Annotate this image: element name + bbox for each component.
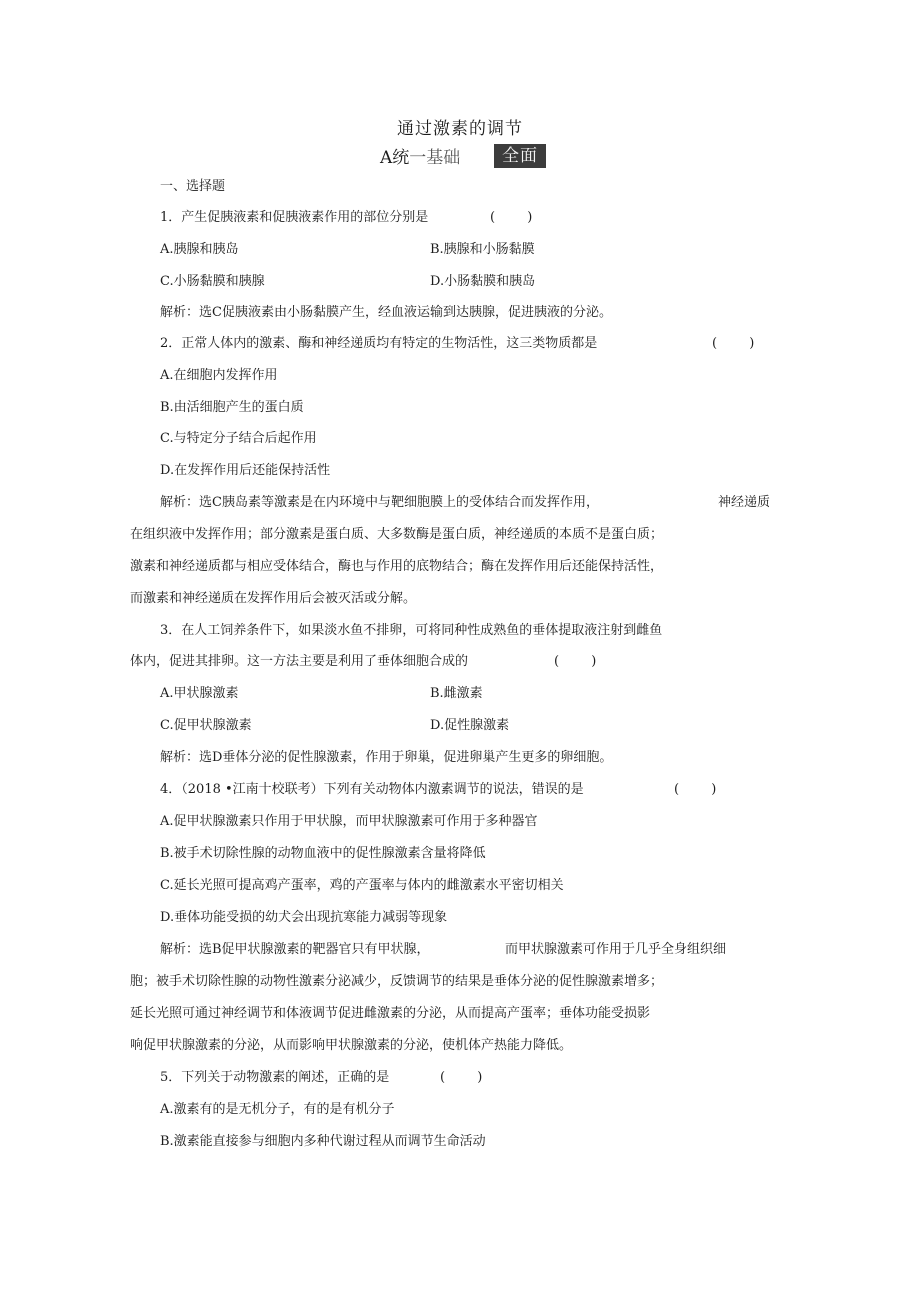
q3-option-b: B.雌激素 (430, 686, 483, 701)
q3-option-a: A.甲状腺激素 (160, 686, 239, 701)
q4-analysis-line3: 延长光照可通过神经调节和体液调节促进雌激素的分泌，从而提高产蛋率；垂体功能受损影 (130, 1006, 651, 1021)
q1-analysis: 解析：选C促胰液素由小肠黏膜产生，经血液运输到达胰腺，促进胰液的分泌。 (160, 305, 612, 320)
q5-option-b: B.激素能直接参与细胞内多种代谢过程从而调节生命活动 (160, 1134, 486, 1149)
q3-stem-line1: 3．在人工饲养条件下，如果淡水鱼不排卵，可将同种性成熟鱼的垂体提取液注射到雌鱼 (160, 623, 663, 638)
subtitle-prefix: A统 (380, 148, 410, 168)
q2-analysis-line4: 而激素和神经递质在发挥作用后会被灭活或分解。 (130, 591, 417, 606)
q4-stem: 4．（2018 •江南十校联考）下列有关动物体内激素调节的说法，错误的是 (160, 782, 584, 797)
q4-option-b: B.被手术切除性腺的动物血液中的促性腺激素含量将降低 (160, 846, 486, 861)
q4-analysis-line1a: 解析：选B促甲状腺激素的靶器官只有甲状腺， (160, 942, 430, 957)
section-heading: 一、选择题 (160, 179, 226, 194)
q4-analysis-line4: 响促甲状腺激素的分泌，从而影响甲状腺激素的分泌，使机体产热能力降低。 (130, 1038, 573, 1053)
q2-option-c: C.与特定分子结合后起作用 (160, 431, 317, 446)
q4-analysis-line2: 胞；被手术切除性腺的动物性激素分泌减少，反馈调节的结果是垂体分泌的促性腺激素增多； (130, 974, 664, 989)
q2-analysis-line2: 在组织液中发挥作用；部分激素是蛋白质、大多数酶是蛋白质，神经递质的本质不是蛋白质； (130, 527, 664, 542)
badge: 全面 (494, 144, 546, 168)
q3-paren: ( ) (554, 654, 611, 669)
q3-option-c: C.促甲状腺激素 (160, 718, 252, 733)
q4-option-c: C.延长光照可提高鸡产蛋率，鸡的产蛋率与体内的雌激素水平密切相关 (160, 878, 564, 893)
q5-stem: 5．下列关于动物激素的阐述，正确的是 (160, 1070, 390, 1085)
q2-analysis-line1a: 解析：选C胰岛素等激素是在内环境中与靶细胞膜上的受体结合而发挥作用， (160, 495, 599, 510)
q4-option-a: A.促甲状腺激素只作用于甲状腺，而甲状腺激素可作用于多种器官 (160, 814, 538, 829)
q1-option-a: A.胰腺和胰岛 (160, 242, 239, 257)
q5-option-a: A.激素有的是无机分子，有的是有机分子 (160, 1102, 395, 1117)
q2-option-b: B.由活细胞产生的蛋白质 (160, 400, 304, 415)
q1-option-d: D.小肠黏膜和胰岛 (430, 274, 536, 289)
page-title: 通过激素的调节 (397, 119, 523, 139)
q1-option-b: B.胰腺和小肠黏膜 (430, 242, 535, 257)
q5-paren: ( ) (440, 1070, 497, 1085)
q2-stem: 2．正常人体内的激素、酶和神经递质均有特定的生物活性，这三类物质都是 (160, 336, 598, 351)
q1-option-c: C.小肠黏膜和胰腺 (160, 274, 265, 289)
subtitle-rest: 一基础 (409, 148, 461, 168)
q2-paren: ( ) (712, 336, 769, 351)
q2-option-a: A.在细胞内发挥作用 (160, 368, 278, 383)
q4-analysis-line1b: 而甲状腺激素可作用于几乎全身组织细 (505, 942, 727, 957)
q3-option-d: D.促性腺激素 (430, 718, 510, 733)
q2-option-d: D.在发挥作用后还能保持活性 (160, 463, 331, 478)
q3-stem-line2: 体内，促进其排卵。这一方法主要是利用了垂体细胞合成的 (130, 654, 469, 669)
q2-analysis-line3: 激素和神经递质都与相应受体结合，酶也与作用的底物结合；酶在发挥作用后还能保持活性， (130, 559, 664, 574)
q1-stem: 1．产生促胰液素和促胰液素作用的部位分别是 (160, 210, 429, 225)
q4-paren: ( ) (674, 782, 731, 797)
subtitle (380, 147, 460, 169)
q1-paren: ( ) (490, 210, 547, 225)
q2-analysis-line1b: 神经递质 (718, 495, 771, 510)
q4-option-d: D.垂体功能受损的幼犬会出现抗寒能力减弱等现象 (160, 910, 448, 925)
q3-analysis: 解析：选D垂体分泌的促性腺激素，作用于卵巢，促进卵巢产生更多的卵细胞。 (160, 750, 613, 765)
